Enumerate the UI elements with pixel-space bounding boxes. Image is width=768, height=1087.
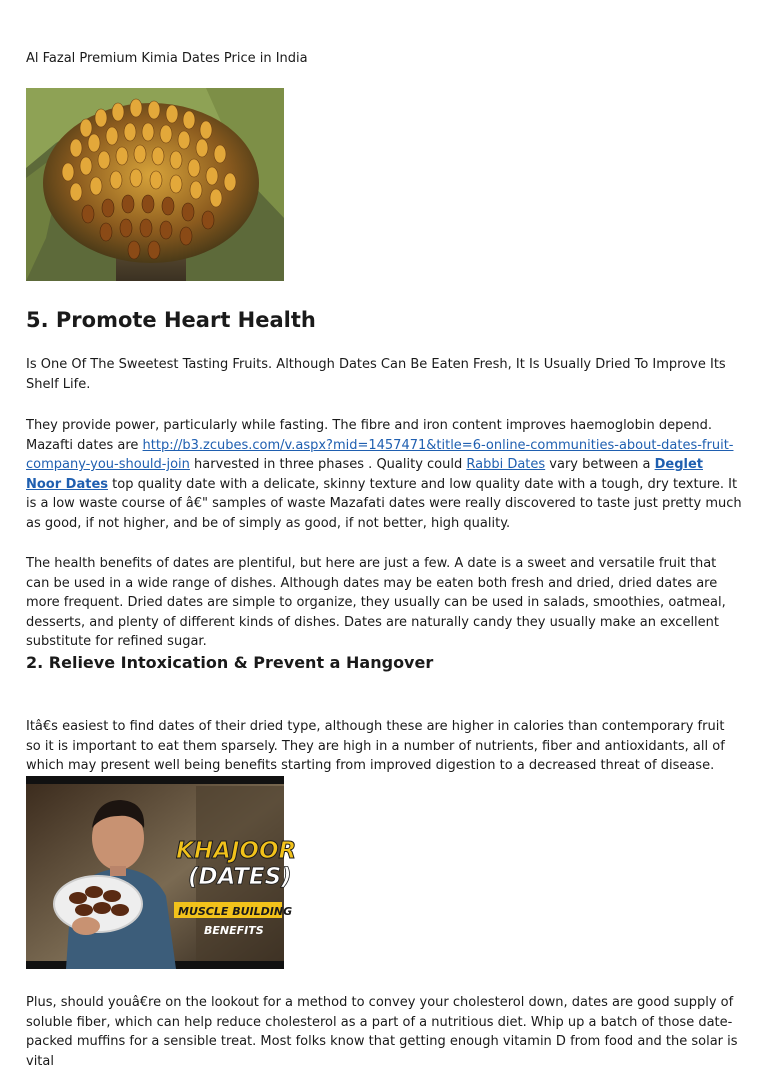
paragraph-cholesterol: Plus, should youâ€re on the lookout for a method to convey your cholesterol down, dates are good supply of soluble fiber, which can help reduce cholesterol as a part of a nutritious diet. Whip up a batch of those date-packed muffins for a sensible treat. Most folks know that getting enough vitamin D from food and the solar is vital	[26, 995, 738, 1069]
paragraph-mazafati	[26, 416, 742, 533]
paragraph-text: harvested in three phases . Quality could	[189, 457, 467, 472]
benefits-text: BENEFITS	[204, 924, 264, 937]
rabbi-dates-link[interactable]: Rabbi Dates	[466, 457, 546, 472]
khajoor-dates-thumbnail	[26, 776, 297, 969]
zcubes-link[interactable]: http://b3.zcubes.com/v.aspx?mid=1457471&title=6-online-communities-about-dates-fruit-company-you-should-join	[26, 437, 734, 472]
paragraph-dried-dates: Itâ€s easiest to find dates of their dried type, although these are higher in calories than contemporary fruit so it is important to eat them sparsely. They are high in a number of nutrients, fiber and antioxidants, all of which may present well being benefits starting from improved digestion to a decreased threat of disease.	[26, 719, 725, 773]
dates-palm-photo	[26, 88, 284, 281]
section-heading-heart-health: 5. Promote Heart Health	[26, 308, 316, 332]
paragraph-text: top quality date with a delicate, skinny texture and low quality date with a tough, dry texture. It is a low waste course of â€" samples of waste Mazafati dates were really discovered to taste just pretty much as good, if not higher, and be of simply as good, if not better, high quality.	[26, 476, 742, 531]
paragraph-text: vary between a	[545, 457, 655, 472]
khajoor-title-text: KHAJOOR	[176, 838, 297, 864]
dates-title-text: (DATES)	[188, 864, 292, 890]
section-heading-hangover: 2. Relieve Intoxication & Prevent a Hangover	[26, 653, 434, 672]
deglet-noor-dates-link[interactable]: Deglet Noor Dates	[26, 457, 703, 492]
muscle-building-text: MUSCLE BUILDING	[178, 905, 293, 918]
paragraph-intro: Is One Of The Sweetest Tasting Fruits. Although Dates Can Be Eaten Fresh, It Is Usually Dried To Improve Its Shelf Life.	[26, 357, 726, 392]
paragraph-text: They provide power, particularly while fasting. The fibre and iron content improves haemoglobin depend. Mazafti dates are	[26, 418, 712, 453]
image-caption: Al Fazal Premium Kimia Dates Price in India	[26, 51, 308, 66]
paragraph-health-benefits: The health benefits of dates are plentiful, but here are just a few. A date is a sweet and versatile fruit that can be used in a wide range of dishes. Although dates may be eaten both fresh and dried, dried dates are more frequent. Dried dates are simple to organize, they usually can be used in salads, smoothies, oatmeal, desserts, and plenty of different kinds of dishes. Dates are naturally candy they usually make an excellent substitute for refined sugar.	[26, 556, 726, 649]
